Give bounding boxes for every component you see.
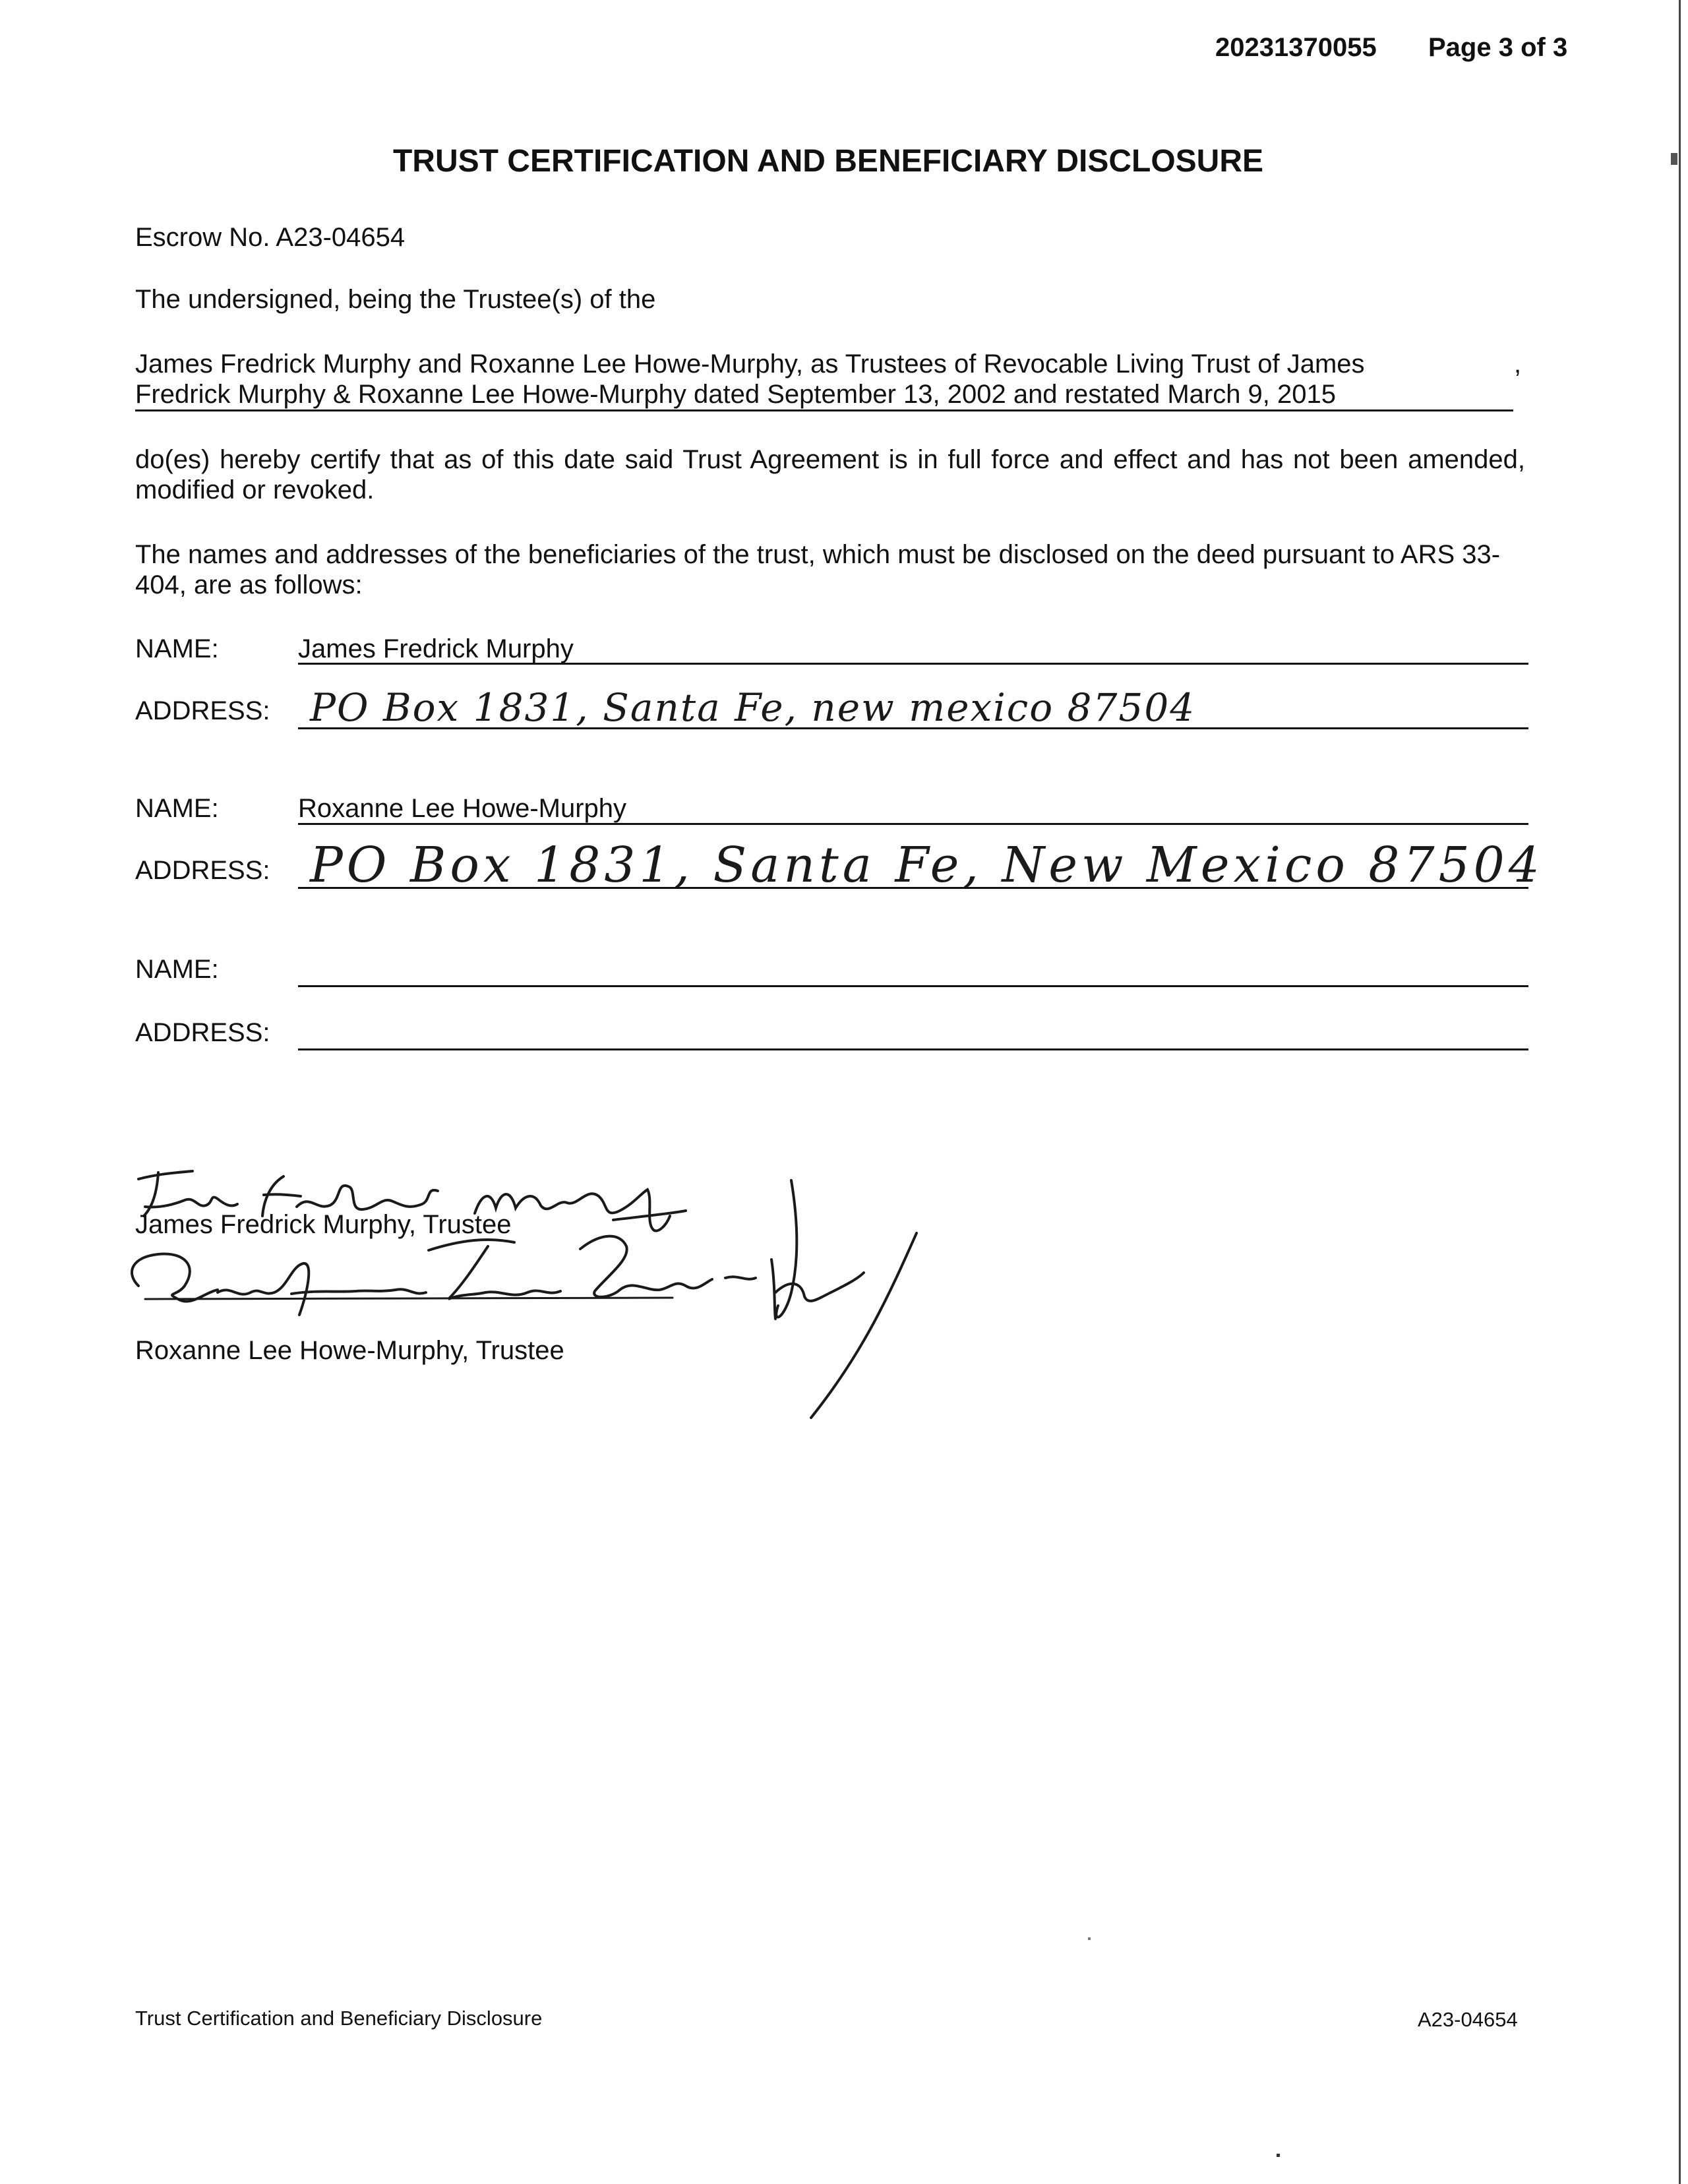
page-number: Page 3 of 3 [1428, 33, 1568, 62]
trust-name-comma: , [1514, 349, 1522, 379]
intro-text: The undersigned, being the Trustee(s) of the [135, 285, 656, 314]
beneficiary-1-name-line [298, 663, 1528, 665]
address-label: ADDRESS: [135, 1018, 270, 1047]
beneficiary-3-address-line [298, 1048, 1528, 1050]
scan-speck [1088, 1937, 1091, 1940]
escrow-number: Escrow No. A23-04654 [135, 223, 406, 252]
page-title: TRUST CERTIFICATION AND BENEFICIARY DISCLOSURE [392, 144, 1264, 179]
trust-name-line-1: James Fredrick Murphy and Roxanne Lee Howe-Murphy, as Trustees of Revocable Living Trust of James [135, 349, 1365, 379]
beneficiary-2-address-line [298, 887, 1528, 889]
beneficiary-1-name: James Fredrick Murphy [298, 634, 574, 663]
beneficiary-2-name-line [298, 823, 1528, 825]
name-label: NAME: [135, 634, 219, 663]
beneficiary-1-address-line [298, 727, 1528, 729]
beneficiary-2-name: Roxanne Lee Howe-Murphy [298, 794, 627, 823]
signer-2-caption: Roxanne Lee Howe-Murphy, Trustee [135, 1336, 564, 1365]
signer-1-caption: James Fredrick Murphy, Trustee [135, 1210, 512, 1239]
footer-escrow-number: A23-04654 [1418, 2008, 1518, 2031]
trust-name-underline [135, 410, 1513, 411]
certification-paragraph: do(es) hereby certify that as of this date said Trust Agreement is in full force and effect and has not been amended, modified or revoked. [135, 445, 1525, 504]
beneficiary-2-address-handwritten: PO Box 1831, Santa Fe, New Mexico 87504 [310, 837, 1544, 894]
beneficiary-3-name-line [298, 985, 1528, 987]
address-label: ADDRESS: [135, 696, 270, 725]
scan-edge-mark [1671, 153, 1677, 165]
scan-edge-line [1679, 0, 1681, 2184]
signature-roxanne-howe-murphy [119, 1194, 950, 1418]
scan-speck [1277, 2154, 1280, 2157]
name-label: NAME: [135, 955, 219, 984]
beneficiary-1-address-handwritten: PO Box 1831, Santa Fe, new mexico 87504 [310, 685, 1196, 730]
address-label: ADDRESS: [135, 856, 270, 885]
trust-name-line-2: Fredrick Murphy & Roxanne Lee Howe-Murphy dated September 13, 2002 and restated March 9, 2015 [135, 380, 1337, 409]
beneficiaries-paragraph: The names and addresses of the beneficiaries of the trust, which must be disclosed on the deed pursuant to ARS 33-404, are as follows: [135, 540, 1501, 599]
document-number: 20231370055 [1215, 33, 1377, 62]
name-label: NAME: [135, 794, 219, 823]
footer-title: Trust Certification and Beneficiary Disclosure [135, 2007, 543, 2030]
